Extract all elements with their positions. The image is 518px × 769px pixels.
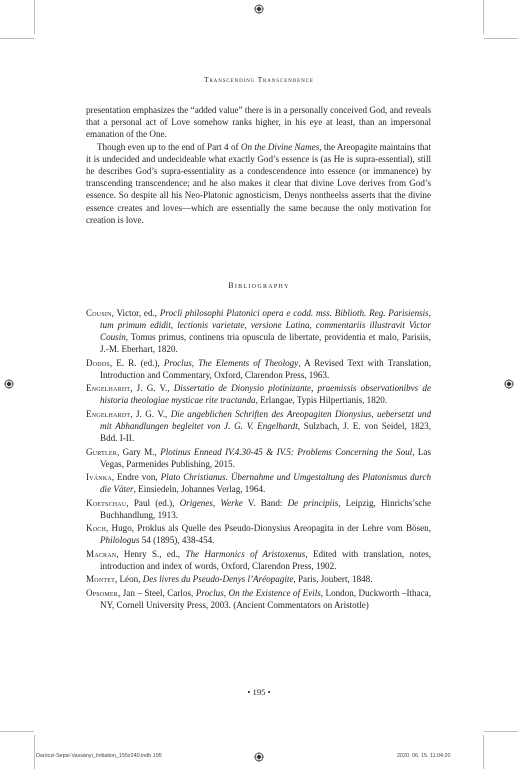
bibliography-entry xyxy=(86,471,431,495)
registration-mark-right-icon xyxy=(504,379,514,389)
work-title: Dissertatio de Dionysio plotinizante, praemissis observationibvs de historia theologiae mysticae rite tractanda xyxy=(100,383,431,406)
bibliography-entry xyxy=(86,573,431,585)
entry-text: , Erlangae, Typis Hilpertianis, 1820. xyxy=(255,395,388,406)
work-title: Plotinus Ennead IV.4.30-45 & IV.5: Problems Concerning the Soul xyxy=(160,446,413,457)
entry-text: , Léon, xyxy=(114,574,143,585)
entry-text: V. Band: xyxy=(242,497,288,508)
author-surname: Dodds xyxy=(86,357,110,368)
page-number: • 195 • xyxy=(247,687,271,697)
crop-mark xyxy=(484,38,518,39)
work-title: De principiis xyxy=(287,497,339,508)
italic-title: On the Divine Names xyxy=(240,141,320,152)
registration-mark-top-icon xyxy=(254,4,264,14)
body-text xyxy=(86,104,431,226)
bibliography-entry xyxy=(86,522,431,546)
work-title: Die angeblichen Schriften des Areopagiten Dionysius, uebersetzt und mit Abhandlungen begleitet von J. G. V. Engelhardt xyxy=(100,408,431,432)
crop-mark xyxy=(483,0,484,34)
entry-text: , Hugo, Proklus als Quelle des Pseudo-Dionysius Areopagita in der Lehre vom Bösen, xyxy=(106,523,431,534)
crop-mark xyxy=(34,735,35,769)
bibliography-entry xyxy=(86,307,431,355)
work-title: Proclus, The Elements of Theology xyxy=(163,357,299,368)
work-title: Procli philosophi Platonici opera e codd. mss. Biblioth. Reg. Parisiensis, tum primum edidit, lectionis varietate, versione Latina, commentariis illustravit Victor Cousin, xyxy=(100,308,431,343)
entry-text: , Jan – Steel, Carlos, xyxy=(117,587,196,598)
author-surname: Engelhardt xyxy=(86,383,131,394)
registration-mark-left-icon xyxy=(4,379,14,389)
entry-text: , London, Duckworth –Ithaca, NY, Cornell University Press, 2003. (Ancient Commentators on Aristotle) xyxy=(100,587,431,611)
bibliography-entry xyxy=(86,548,431,572)
entry-text: , Gary M., xyxy=(116,446,161,457)
work-title: Plato Christianus. Übernahme und Umgestaltung des Platonismus durch die Väter xyxy=(100,472,431,495)
entry-text: , Edited with translation, notes, introduction and index of words, Oxford, Clarendon Press, 1902. xyxy=(100,548,432,571)
entry-text: , Sulzbach, J. E. von Seidel, 1823, Bdd. I-II. xyxy=(100,421,431,444)
crop-mark xyxy=(0,38,34,39)
text-run: presentation emphasizes the “added value” there is in a personally conceived God, and reveals that a personal act of Love somehow ranks higher, in his eye at least, than an impersonal emanation of the One. xyxy=(86,105,431,140)
author-surname: Koetschau xyxy=(86,497,127,508)
entry-text: , E. R. (ed.), xyxy=(109,357,164,368)
entry-text: , Las Vegas, Parmenides Publishing, 2015. xyxy=(100,446,431,469)
entry-text: , J. G. V., xyxy=(130,383,174,394)
author-surname: Macran xyxy=(86,548,117,559)
author-surname: Ivánka xyxy=(86,472,112,483)
entry-text: , A Revised Text with Translation, Introduction and Commentary, Oxford, Clarendon Press, 1963. xyxy=(100,357,431,380)
work-title: Des livres du Pseudo-Denys l’Aréopagite xyxy=(142,574,294,585)
bibliography-entry xyxy=(86,382,431,406)
entry-text: , Einsiedeln, Johannes Verlag, 1964. xyxy=(133,484,266,495)
text-run: , the Areopagite maintains that it is undecided and undecideable what exactly God’s essence is (as He is supra-essential), still he describes God’s supra-essentiality as a condescendence into essence (or immanence) by transcending transcendence; and he also makes it clear that divine Love derives from God’s essence. So despite all his Neo-Platonic agnosticism, Denys nontheelss asserts that the divine essence creates and loves—which are essentially the same because the only motivation for creation is love. xyxy=(86,141,431,225)
entry-text: , Leipzig, Hinrichs’sche Buchhandlung, 1913. xyxy=(100,497,431,520)
bibliography-heading: Bibliography xyxy=(228,281,290,290)
entry-text: , Henry S., ed., xyxy=(116,548,186,559)
work-title: Philologus xyxy=(100,535,140,546)
print-slug-right: 2020. 06. 15. 11:04:20 xyxy=(397,753,451,759)
crop-mark xyxy=(483,735,484,769)
author-surname: Gurtler xyxy=(86,446,117,457)
registration-mark-bottom-icon xyxy=(254,752,264,762)
author-surname: Cousin xyxy=(86,308,112,318)
bibliography-entry xyxy=(86,357,431,381)
bibliography-entry xyxy=(86,408,431,444)
entry-text: , Paul (ed.), xyxy=(126,497,180,508)
author-surname: Montet xyxy=(86,574,115,585)
work-title: The Harmonics of Aristoxenus xyxy=(185,548,306,559)
author-surname: Engelhardt xyxy=(86,408,131,419)
author-surname: Koch xyxy=(86,523,107,534)
entry-text: , Endre von, xyxy=(111,472,161,483)
bibliography-entry xyxy=(86,446,431,470)
crop-mark xyxy=(0,731,34,732)
crop-mark xyxy=(484,731,518,732)
entry-text: , Victor, ed., xyxy=(111,308,160,318)
author-surname: Opsomer xyxy=(86,587,118,598)
running-head: Transcending Transcendence xyxy=(204,76,314,84)
bibliography-list xyxy=(86,307,431,613)
text-run: Though even up to the end of Part 4 of xyxy=(97,141,241,152)
body-paragraph xyxy=(86,141,431,226)
crop-mark xyxy=(34,0,35,34)
work-title: Proclus, On the Existence of Evils xyxy=(195,587,321,598)
entry-text: Tomus primus, continens tria opuscula de libertate, providentia et malo, Parisiis, J.-M. Eberhart, 1820. xyxy=(100,332,431,355)
bibliography-entry xyxy=(86,497,431,521)
print-slug-left: Daróczi-Sepsi-Vassányi_Initiation_155x240.indb 195 xyxy=(36,753,162,759)
entry-text: , J. G. V., xyxy=(130,408,171,419)
entry-text: , Paris, Joubert, 1848. xyxy=(293,574,373,585)
work-title: Origenes, Werke xyxy=(179,497,243,508)
entry-text: 54 (1895), 438-454. xyxy=(139,535,215,546)
bibliography-entry xyxy=(86,587,431,611)
body-paragraph xyxy=(86,104,431,141)
